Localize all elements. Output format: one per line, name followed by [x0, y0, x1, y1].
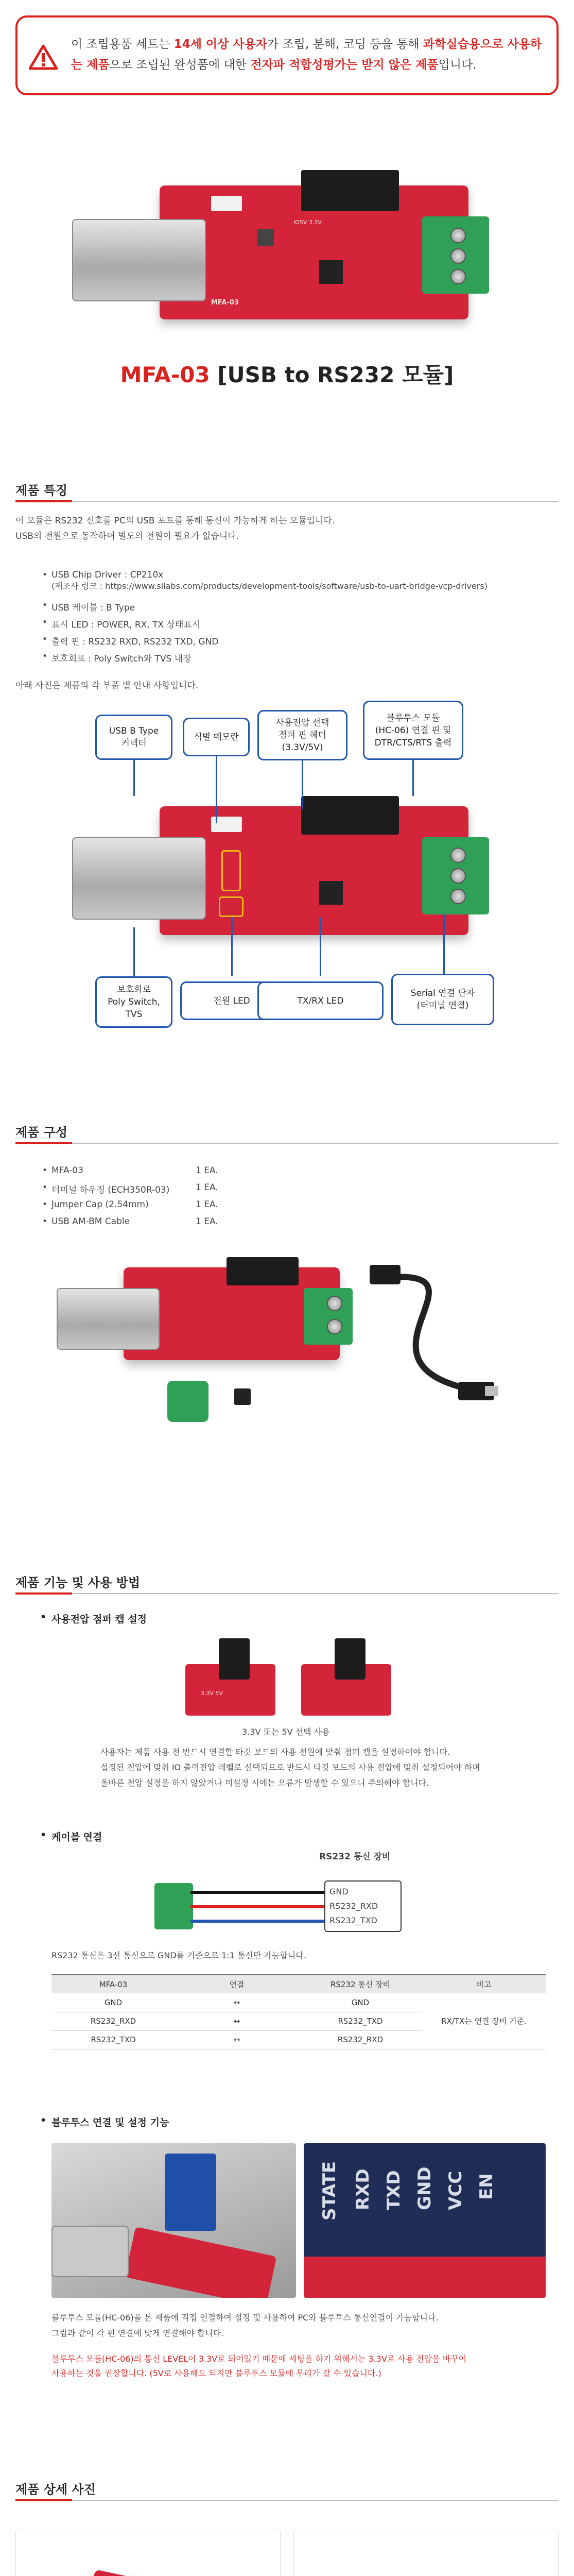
table-row: RS232_TXD ↔ RS232_RXD — [51, 2030, 546, 2049]
voltage-desc-2: 설정된 전압에 맞춰 IO 출력전압 레벨로 선택되므로 반드시 타깃 보드의 사용 전압에 맞춰 설정되어야 하며 — [100, 1762, 480, 1772]
callout-usb-connector: USB B Type 커넥터 — [95, 715, 172, 760]
component-name: • USB AM-BM Cable — [51, 1216, 130, 1227]
bt-photo-right: STATE RXD TXD GND VCC EN — [304, 2143, 546, 2298]
feature-item: • USB 케이블 : B Type — [51, 600, 135, 613]
board-silk-brand: MFA-03 — [211, 299, 239, 307]
cable-desc: RS232 통신은 3선 통신으로 GND를 기준으로 1:1 통신만 가능합니다. — [51, 1951, 306, 1960]
component-qty: 1 EA. — [196, 1199, 218, 1210]
guide-text: 아래 사진은 제품의 각 부품 별 안내 사항입니다. — [15, 681, 199, 691]
feature-item: • 보호회로 : Poly Switch와 TVS 내장 — [51, 651, 192, 664]
callout-bluetooth-pins: 블루투스 모듈 (HC-06) 연결 핀 및 DTR/CTS/RTS 출력 — [363, 701, 463, 760]
detail-photo-1 — [15, 2530, 281, 2576]
subsection-voltage: • 사용전압 점퍼 캡 설정 — [51, 1612, 147, 1625]
section-title-features: 제품 특징 — [15, 483, 68, 498]
col-device: RS232 통신 장비 — [299, 1975, 422, 1993]
table-row: RS232_RXD ↔ RS232_TXD — [51, 2012, 546, 2030]
section-divider — [15, 2500, 559, 2501]
callout-line — [133, 760, 135, 796]
callout-line — [443, 914, 445, 974]
feature-driver-link[interactable]: (제조사 링크 : https://www.silabs.com/products/development-tools/software/usb-to-uart-bridge-vcp-drivers) — [51, 581, 488, 591]
bt-desc-1: 블루투스 모듈(HC-06)을 본 제품에 직접 연결하여 설정 및 사용하여 PC와 블루투스 통신연결이 가능합니다. — [51, 2313, 439, 2323]
components-image — [57, 1257, 499, 1427]
section-title-components: 제품 구성 — [15, 1125, 68, 1140]
cable-pin: RS232_RXD — [329, 1901, 378, 1911]
component-name: • 터미널 하우징 (ECH350R-03) — [51, 1182, 169, 1195]
feature-item: • USB Chip Driver : CP210x — [51, 570, 163, 580]
component-name: • MFA-03 — [51, 1165, 83, 1176]
section-title-detail: 제품 상세 사진 — [15, 2482, 96, 2497]
callout-line — [216, 756, 217, 823]
bt-warning-2: 사용하는 것을 권장합니다. (5V로 사용해도 되지만 블루투스 모듈에 무리가 갈 수 있습니다.) — [51, 2368, 381, 2378]
bt-warning-1: 블루투스 모듈(HC-06)의 통신 LEVEL이 3.3V로 되어있기 때문에 세팅을 하기 위해서는 3.3V로 사용 전압을 바꾸어 — [51, 2354, 467, 2364]
subsection-cable: • 케이블 연결 — [51, 1829, 102, 1843]
section-divider — [15, 501, 559, 502]
feature-item: • 표시 LED : POWER, RX, TX 상태표시 — [51, 617, 200, 630]
table-header-row — [51, 1975, 546, 1993]
product-title: MFA-03 [USB to RS232 모듈] — [120, 362, 454, 387]
subsection-bluetooth: • 블루투스 연결 및 설정 기능 — [51, 2115, 169, 2129]
section-divider — [15, 1593, 559, 1594]
cable-pin: RS232_TXD — [329, 1916, 377, 1925]
table-row: GND ↔ GND RX/TX는 연결 장비 기준. — [51, 1993, 546, 2012]
pin-table — [51, 1974, 546, 2049]
section-divider — [15, 1143, 559, 1144]
highlight-led — [219, 896, 243, 917]
features-intro-2: USB의 전원으로 동작하며 별도의 전원이 필요가 없습니다. — [15, 531, 239, 541]
bt-photo-left — [51, 2143, 296, 2298]
callout-serial-terminal: Serial 연결 단자 (터미널 연결) — [391, 974, 494, 1025]
bt-desc-2: 그림과 같이 각 핀 연결에 맞게 연결해야 합니다. — [51, 2328, 224, 2338]
jumper-illustration — [180, 1638, 396, 1723]
callout-power-led: 전원 LED — [180, 981, 283, 1020]
highlight-protect — [221, 850, 241, 891]
feature-item: • 출력 핀 : RS232 RXD, RS232 TXD, GND — [51, 634, 218, 647]
voltage-desc-1: 사용자는 제품 사용 전 반드시 연결할 타깃 보드의 사용 전원에 맞춰 점퍼 캡을 설정하여야 합니다. — [100, 1747, 450, 1757]
callout-line — [231, 917, 233, 976]
callout-line — [302, 760, 303, 809]
component-name: • Jumper Cap (2.54mm) — [51, 1199, 149, 1210]
usb-cable-icon — [366, 1262, 499, 1406]
callout-protection-circuit: 보호회로 Poly Switch, TVS — [95, 976, 172, 1028]
features-intro-1: 이 모듈은 RS232 신호를 PC의 USB 포트를 통해 통신이 가능하게 하는 모듈입니다. — [15, 516, 335, 526]
annotated-board-image — [72, 796, 505, 951]
col-note: 비고 — [422, 1975, 546, 1993]
col-mfa03: MFA-03 — [51, 1975, 175, 1993]
voltage-desc-3: 올바른 전압 설정을 하지 않았거나 미설정 시에는 오류가 발생할 수 있으니 주의해야 합니다. — [100, 1778, 429, 1788]
cable-device-label: RS232 통신 장비 — [319, 1852, 391, 1862]
callout-line — [133, 927, 135, 976]
component-qty: 1 EA. — [196, 1165, 218, 1176]
component-qty: 1 EA. — [196, 1182, 218, 1193]
warning-text: 이 조립용품 세트는 14세 이상 사용자가 조립, 분해, 코딩 등을 통해 과학실습용으로 사용하는 제품으로 조립된 완성품에 대한 전자파 적합성평가는 받지 않은 제품입니다. — [71, 38, 542, 72]
cable-diagram — [154, 1865, 422, 1942]
jumper-label: 3.3V 또는 5V 선택 사용 — [242, 1727, 330, 1737]
callout-txrx-led: TX/RX LED — [257, 981, 384, 1020]
component-qty: 1 EA. — [196, 1216, 218, 1227]
warning-banner — [15, 15, 559, 95]
callout-id-memo: 식별 메모란 — [183, 718, 250, 756]
callout-voltage-select: 사용전압 선택 점퍼 핀 헤더 (3.3V/5V) — [257, 710, 347, 760]
hero-board-image — [72, 170, 505, 345]
callout-line — [320, 917, 321, 976]
cable-pin: GND — [329, 1887, 349, 1896]
section-title-usage: 제품 기능 및 사용 방법 — [15, 1575, 141, 1590]
board-silk-io: IO5V 3.3V — [293, 219, 322, 226]
table-note: RX/TX는 연결 장비 기준. — [422, 1993, 546, 2049]
col-link: 연결 — [175, 1975, 299, 1993]
warning-icon — [29, 44, 58, 70]
detail-photo-2 — [293, 2530, 559, 2576]
jumper-silk: 3.3V 5V — [201, 1690, 223, 1697]
callout-line — [412, 760, 414, 796]
